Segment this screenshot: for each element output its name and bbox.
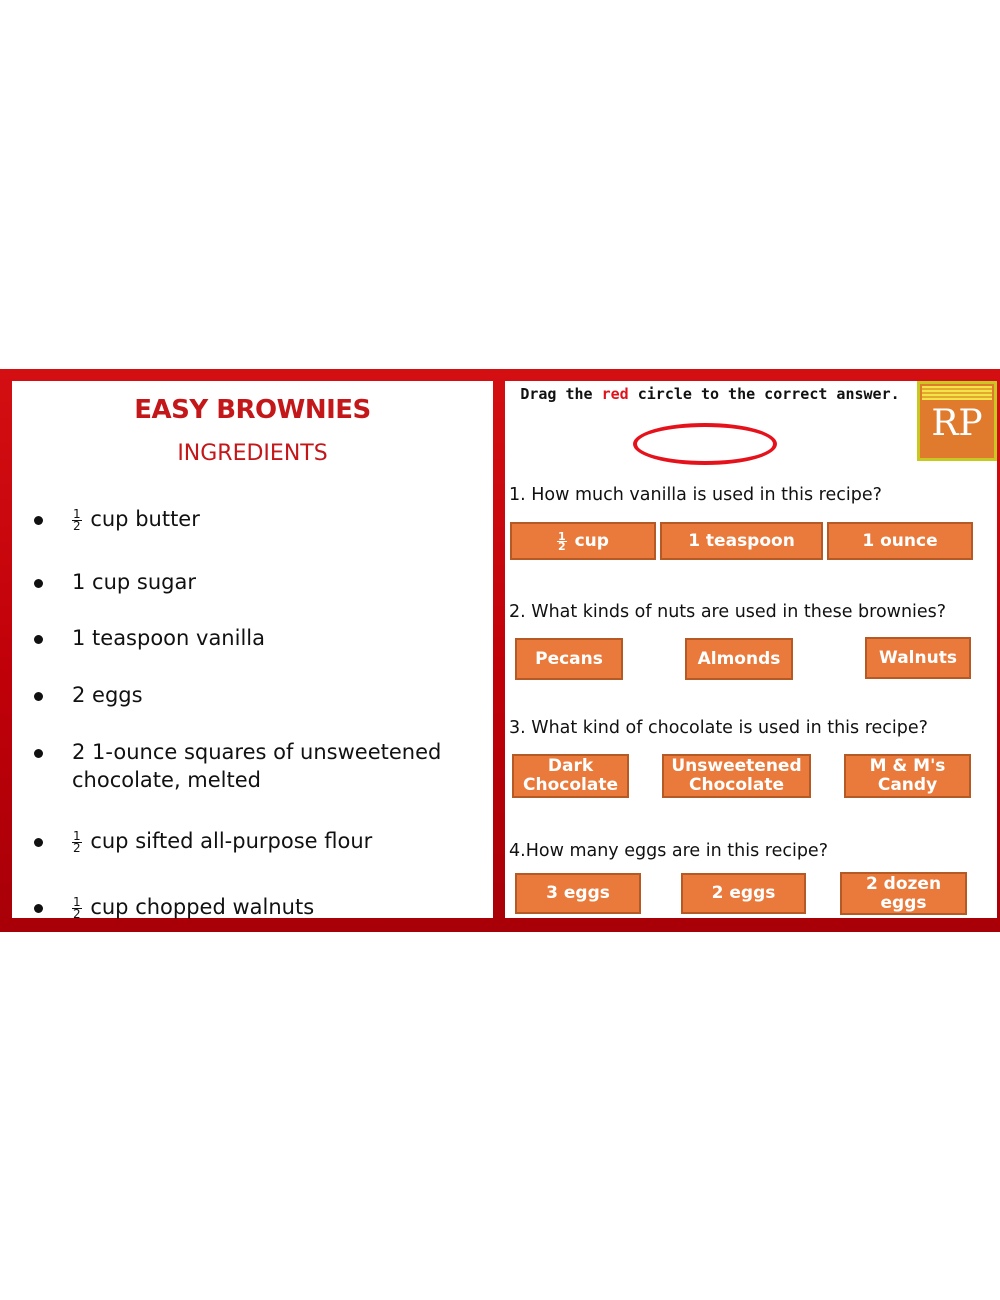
answer-2-eggs[interactable]: 2 eggs <box>681 873 806 914</box>
answer-unsweetened-chocolate[interactable]: Unsweetened Chocolate <box>662 754 811 798</box>
ingredient-text: 1 teaspoon vanilla <box>72 626 265 650</box>
ingredient-text: cup chopped walnuts <box>90 895 315 919</box>
bullet-icon <box>34 635 43 644</box>
logo-stripes <box>922 386 992 400</box>
quiz-panel <box>505 381 997 918</box>
answer-2-dozen-eggs[interactable]: 2 dozen eggs <box>840 872 967 915</box>
question-2: 2. What kinds of nuts are used in these brownies? <box>509 602 947 622</box>
instruction-red-word: red <box>601 385 629 403</box>
fraction-half: $\frac{1}{2}$ <box>73 506 81 533</box>
answer-mms-candy[interactable]: M & M's Candy <box>844 754 971 798</box>
question-3: 3. What kind of chocolate is used in this recipe? <box>509 718 928 738</box>
question-1: 1. How much vanilla is used in this recipe? <box>509 485 882 505</box>
ingredients-heading: INGREDIENTS <box>177 441 328 466</box>
fraction-half: $\frac{1}{2}$ <box>73 894 81 921</box>
logo-monogram: RP <box>931 403 983 444</box>
ingredient-text: 2 eggs <box>72 683 143 707</box>
worksheet-slide <box>0 369 1000 932</box>
ingredients-list <box>12 381 493 921</box>
answer-half-cup[interactable]: $\frac{1}{2}$ cup <box>510 522 656 560</box>
bullet-icon <box>34 579 43 588</box>
rp-logo <box>917 381 997 461</box>
bullet-icon <box>34 904 43 913</box>
answer-walnuts[interactable]: Walnuts <box>865 637 971 679</box>
draggable-red-circle[interactable] <box>633 423 777 465</box>
answer-1-teaspoon[interactable]: 1 teaspoon <box>660 522 823 560</box>
answer-1-ounce[interactable]: 1 ounce <box>827 522 973 560</box>
answer-pecans[interactable]: Pecans <box>515 638 623 680</box>
question-4: 4.How many eggs are in this recipe? <box>509 841 828 861</box>
bullet-icon <box>34 838 43 847</box>
ingredient-text: 1 cup sugar <box>72 570 196 594</box>
answer-almonds[interactable]: Almonds <box>685 638 793 680</box>
instruction-text: Drag the red circle to the correct answer. <box>520 385 900 403</box>
ingredient-text: 2 1-ounce squares of unsweetened chocolate, melted <box>72 740 442 792</box>
answer-3-eggs[interactable]: 3 eggs <box>515 873 641 914</box>
bullet-icon <box>34 516 43 525</box>
ingredient-text: cup butter <box>90 507 200 531</box>
fraction-half: $\frac{1}{2}$ <box>73 828 81 855</box>
recipe-title: EASY BROWNIES <box>134 395 371 425</box>
bullet-icon <box>34 692 43 701</box>
ingredients-panel <box>12 381 493 921</box>
bullet-icon <box>34 749 43 758</box>
ingredient-text: cup sifted all-purpose flour <box>90 829 373 853</box>
answer-dark-chocolate[interactable]: Dark Chocolate <box>512 754 629 798</box>
